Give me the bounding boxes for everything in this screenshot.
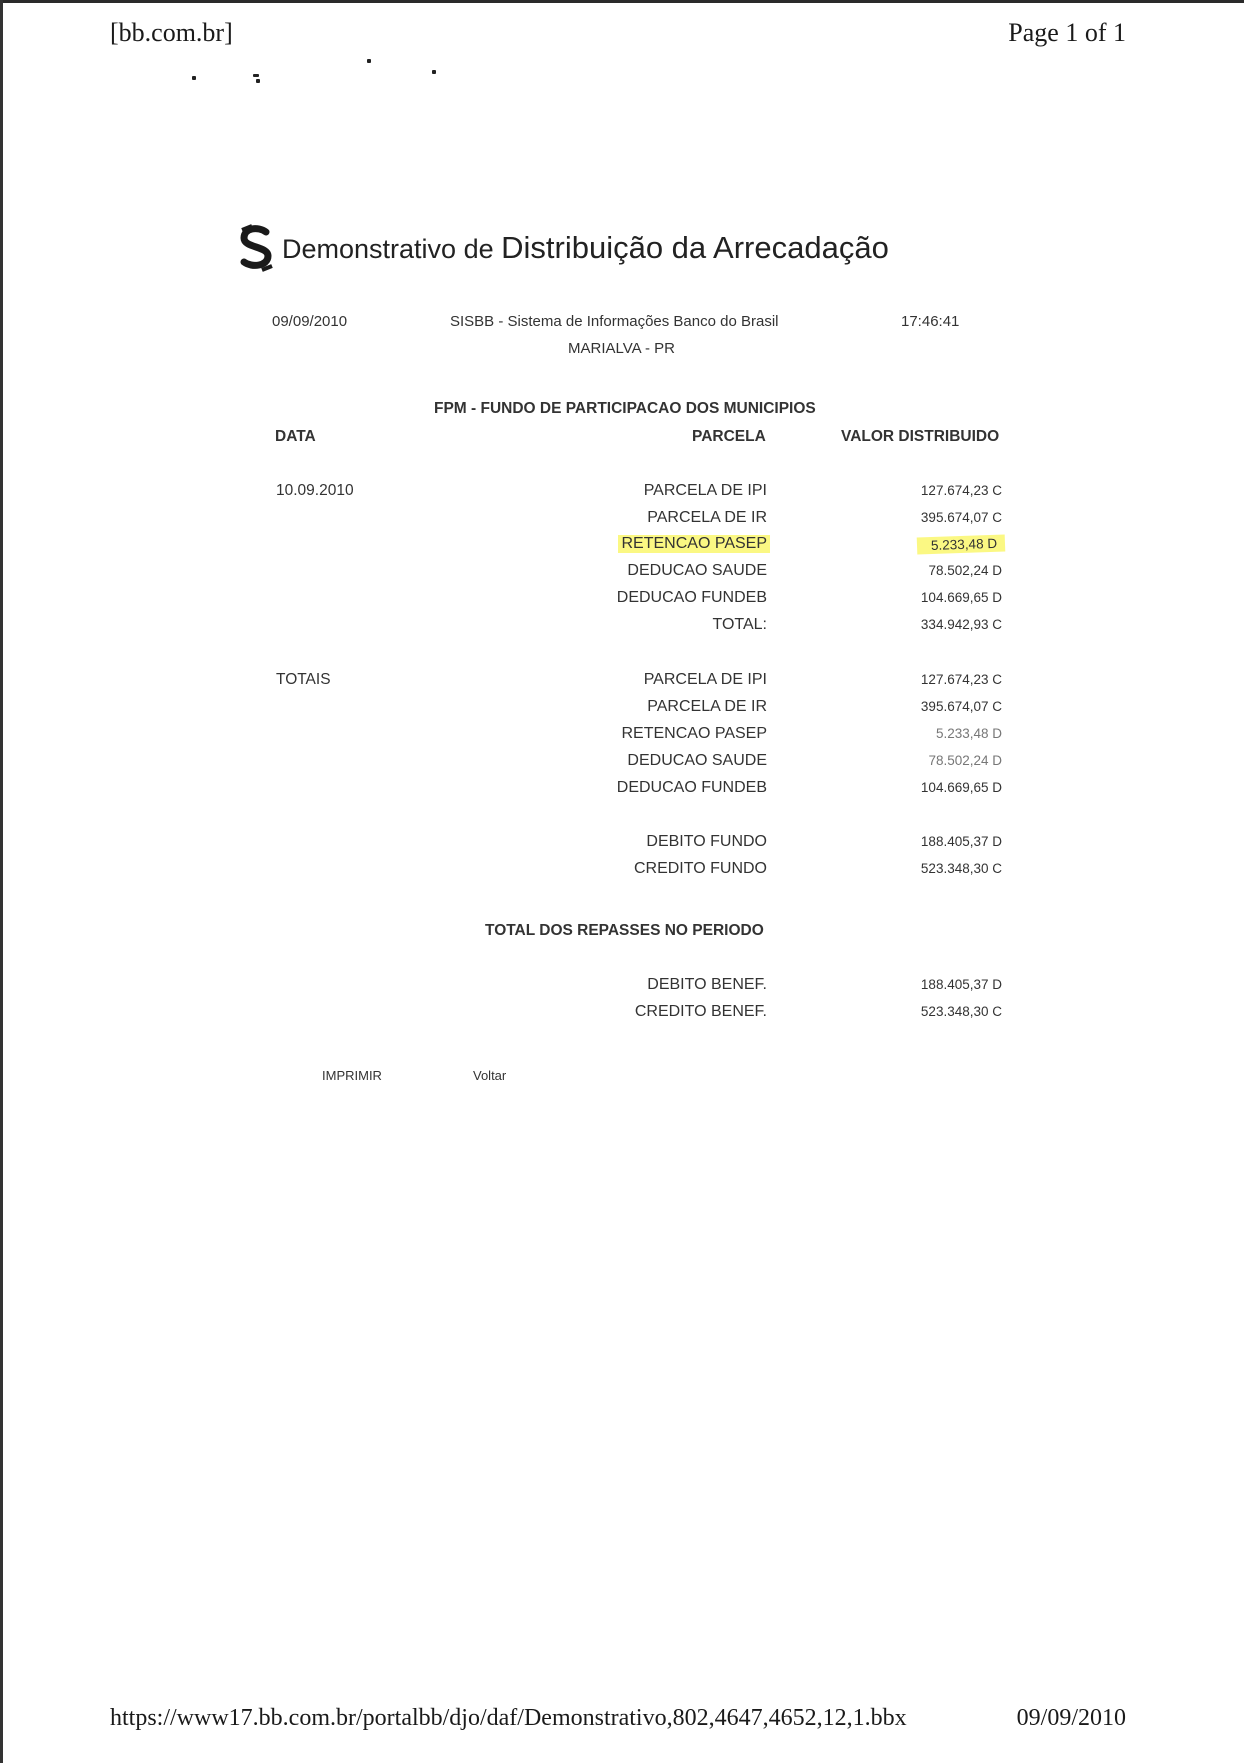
scan-top-edge <box>0 0 1244 3</box>
print-button[interactable]: IMPRIMIR <box>322 1068 382 1083</box>
report-system: SISBB - Sistema de Informações Banco do Brasil <box>450 313 779 330</box>
print-header-site: [bb.com.br] <box>110 18 233 47</box>
scan-speck <box>432 70 436 74</box>
totals-label-pasep: RETENCAO PASEP <box>621 725 767 742</box>
fund-value-debit: 188.405,37 D <box>920 834 1002 849</box>
fund-value-credit: 523.348,30 C <box>920 861 1002 876</box>
fund-label-debit: DEBITO FUNDO <box>646 833 767 850</box>
benef-value-credit: 523.348,30 C <box>920 1004 1002 1019</box>
print-header-page: Page 1 of 1 <box>1008 18 1126 47</box>
fund-label-credit: CREDITO FUNDO <box>633 860 767 877</box>
scan-speck <box>256 79 260 83</box>
entry-value-pasep: 5.233,48 D <box>917 534 1006 554</box>
entry-label-saude: DEDUCAO SAUDE <box>627 562 767 579</box>
totals-label: TOTAIS <box>276 671 331 688</box>
scan-left-edge <box>0 0 3 1763</box>
entry-value-ir: 395.674,07 C <box>920 510 1002 525</box>
print-footer-url: https://www17.bb.com.br/portalbb/djo/daf/Demonstrativo,802,4647,4652,12,1.bbx <box>110 1705 907 1731</box>
page-title-part1: Demonstrativo de <box>282 234 502 264</box>
totals-label-ir: PARCELA DE IR <box>647 698 767 715</box>
totals-value-fundeb: 104.669,65 D <box>920 780 1002 795</box>
totals-label-fundeb: DEDUCAO FUNDEB <box>616 779 767 796</box>
totals-label-ipi: PARCELA DE IPI <box>643 671 767 688</box>
header-parcel: PARCELA <box>692 428 766 445</box>
totals-label-saude: DEDUCAO SAUDE <box>627 752 767 769</box>
scan-speck <box>367 59 371 63</box>
entry-label-fundeb: DEDUCAO FUNDEB <box>616 589 767 606</box>
page-title-part2: Distribuição da Arrecadação <box>501 230 889 265</box>
totals-value-ipi: 127.674,23 C <box>920 672 1002 687</box>
scan-speck <box>192 76 196 80</box>
totals-value-pasep: 5.233,48 D <box>935 726 1002 741</box>
entry-label-ir: PARCELA DE IR <box>647 509 767 526</box>
benef-value-debit: 188.405,37 D <box>920 977 1002 992</box>
totals-value-ir: 395.674,07 C <box>920 699 1002 714</box>
entry-label-pasep: RETENCAO PASEP <box>618 535 770 553</box>
entry-value-ipi: 127.674,23 C <box>920 483 1002 498</box>
entry-value-fundeb: 104.669,65 D <box>920 590 1002 605</box>
report-date: 09/09/2010 <box>272 313 348 330</box>
header-value: VALOR DISTRIBUIDO <box>841 428 1000 445</box>
entry-label-total: TOTAL: <box>712 616 767 633</box>
period-title: TOTAL DOS REPASSES NO PERIODO <box>485 922 764 939</box>
scan-speck <box>253 74 259 77</box>
print-footer-date: 09/09/2010 <box>1016 1705 1126 1731</box>
bb-logo-icon <box>238 224 276 274</box>
benef-label-debit: DEBITO BENEF. <box>647 976 767 993</box>
benef-label-credit: CREDITO BENEF. <box>634 1003 767 1020</box>
entry-value-saude: 78.502,24 D <box>928 563 1002 578</box>
entry-date: 10.09.2010 <box>276 482 354 499</box>
report-time: 17:46:41 <box>901 313 960 330</box>
totals-value-saude: 78.502,24 D <box>928 753 1002 768</box>
page-title <box>282 230 889 266</box>
fund-title: FPM - FUNDO DE PARTICIPACAO DOS MUNICIPIOS <box>434 400 816 417</box>
back-link[interactable]: Voltar <box>473 1068 507 1083</box>
header-date: DATA <box>275 428 316 445</box>
entry-value-total: 334.942,93 C <box>920 617 1002 632</box>
entry-label-ipi: PARCELA DE IPI <box>643 482 767 499</box>
report-municipality: MARIALVA - PR <box>568 340 675 357</box>
